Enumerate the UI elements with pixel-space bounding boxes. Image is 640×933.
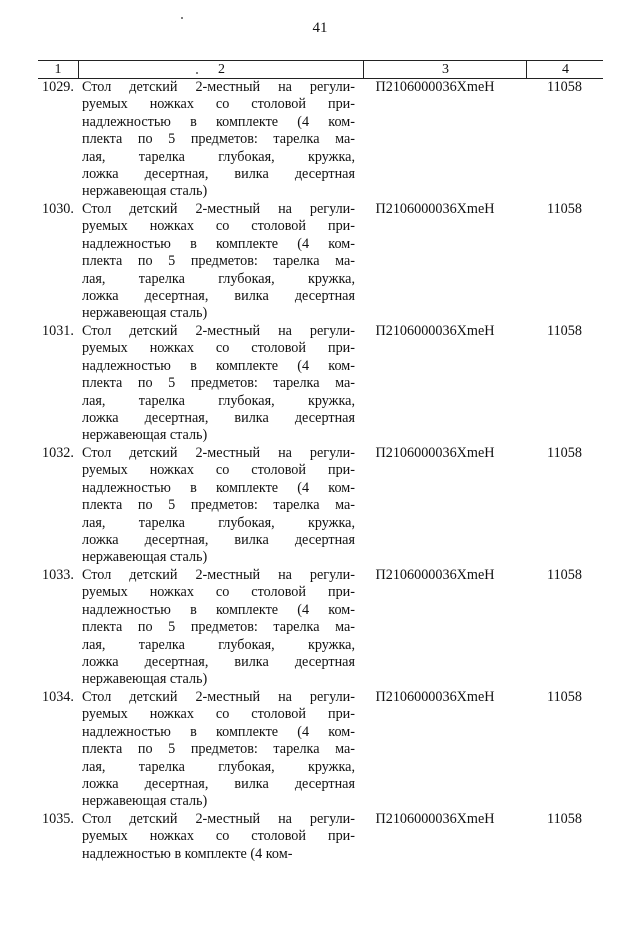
- description-line: надлежностью в комплекте (4 ком-: [82, 357, 355, 374]
- item-code: П2106000036ХmeH: [375, 323, 495, 339]
- description-line: руемых ножках со столовой при-: [82, 706, 355, 723]
- table-header-row: [38, 60, 603, 79]
- item-description: [82, 567, 355, 689]
- item-code: П2106000036ХmeH: [375, 689, 495, 705]
- item-description: [82, 689, 355, 811]
- row-number: 1034.: [42, 689, 74, 705]
- item-description: [82, 445, 355, 567]
- table-row: [38, 79, 603, 201]
- table-row: [38, 689, 603, 811]
- description-line: нержавеющая сталь): [82, 305, 208, 322]
- description-line: надлежностью в комплекте (4 ком-: [82, 845, 293, 862]
- description-line: ложка десертная, вилка десертная: [82, 532, 355, 549]
- description-line: лая, тарелка глубокая, кружка,: [82, 636, 355, 653]
- description-line: надлежностью в комплекте (4 ком-: [82, 601, 355, 618]
- column-header-4: 4: [526, 61, 604, 78]
- column-header-1: 1: [54, 62, 62, 77]
- description-line: лая, тарелка глубокая, кружка,: [82, 758, 355, 775]
- description-line: лая, тарелка глубокая, кружка,: [82, 392, 355, 409]
- item-description: [82, 79, 355, 201]
- description-line: нержавеющая сталь): [82, 183, 208, 200]
- description-line: плекта по 5 предметов: тарелка ма-: [82, 741, 355, 758]
- description-line: надлежностью в комплекте (4 ком-: [82, 235, 355, 252]
- table-row: [38, 811, 603, 933]
- item-price: 11058: [547, 445, 582, 461]
- description-line: Стол детский 2-местный на регули-: [82, 567, 355, 583]
- description-line: нержавеющая сталь): [82, 549, 208, 566]
- table-row: [38, 567, 603, 689]
- table-row: [38, 323, 603, 445]
- item-code: П2106000036ХmeH: [375, 201, 495, 217]
- row-number: 1030.: [42, 201, 74, 217]
- description-line: лая, тарелка глубокая, кружка,: [82, 270, 355, 287]
- description-line: ложка десертная, вилка десертная: [82, 166, 355, 183]
- table-row: [38, 201, 603, 323]
- table-row: [38, 445, 603, 567]
- description-line: Стол детский 2-местный на регули-: [82, 689, 355, 705]
- description-line: плекта по 5 предметов: тарелка ма-: [82, 497, 355, 514]
- description-line: ложка десертная, вилка десертная: [82, 776, 355, 793]
- description-line: Стол детский 2-местный на регули-: [82, 201, 355, 217]
- description-line: лая, тарелка глубокая, кружка,: [82, 148, 355, 165]
- description-line: руемых ножках со столовой при-: [82, 828, 355, 845]
- item-code: П2106000036ХmeH: [375, 445, 495, 461]
- row-number: 1029.: [42, 79, 74, 95]
- description-line: ложка десертная, вилка десертная: [82, 288, 355, 305]
- description-line: нержавеющая сталь): [82, 671, 208, 688]
- page-number: 41: [312, 20, 328, 36]
- description-line: надлежностью в комплекте (4 ком-: [82, 723, 355, 740]
- description-line: Стол детский 2-местный на регули-: [82, 811, 355, 827]
- item-price: 11058: [547, 201, 582, 217]
- item-code: П2106000036ХmeH: [375, 811, 495, 827]
- description-line: плекта по 5 предметов: тарелка ма-: [82, 131, 355, 148]
- row-number: 1031.: [42, 323, 74, 339]
- item-price: 11058: [547, 323, 582, 339]
- table-body: [38, 79, 603, 933]
- description-line: Стол детский 2-местный на регули-: [82, 445, 355, 461]
- description-line: руемых ножках со столовой при-: [82, 218, 355, 235]
- item-description: [82, 323, 355, 445]
- description-line: плекта по 5 предметов: тарелка ма-: [82, 253, 355, 270]
- item-description: [82, 811, 355, 863]
- row-number: 1032.: [42, 445, 74, 461]
- description-line: нержавеющая сталь): [82, 427, 208, 444]
- description-line: надлежностью в комплекте (4 ком-: [82, 479, 355, 496]
- description-line: Стол детский 2-местный на регули-: [82, 79, 355, 95]
- description-line: руемых ножках со столовой при-: [82, 584, 355, 601]
- description-line: нержавеющая сталь): [82, 793, 208, 810]
- item-price: 11058: [547, 567, 582, 583]
- item-code: П2106000036ХmeH: [375, 79, 495, 95]
- scan-speck: [181, 17, 183, 19]
- row-number: 1033.: [42, 567, 74, 583]
- column-header-2: 2: [78, 61, 364, 78]
- item-price: 11058: [547, 811, 582, 827]
- description-line: руемых ножках со столовой при-: [82, 96, 355, 113]
- column-header-3: 3: [363, 61, 527, 78]
- item-price: 11058: [547, 689, 582, 705]
- description-line: надлежностью в комплекте (4 ком-: [82, 113, 355, 130]
- item-description: [82, 201, 355, 323]
- description-line: руемых ножках со столовой при-: [82, 462, 355, 479]
- description-line: ложка десертная, вилка десертная: [82, 654, 355, 671]
- description-line: лая, тарелка глубокая, кружка,: [82, 514, 355, 531]
- description-line: плекта по 5 предметов: тарелка ма-: [82, 375, 355, 392]
- description-line: ложка десертная, вилка десертная: [82, 410, 355, 427]
- row-number: 1035.: [42, 811, 74, 827]
- description-line: плекта по 5 предметов: тарелка ма-: [82, 619, 355, 636]
- description-line: руемых ножках со столовой при-: [82, 340, 355, 357]
- description-line: Стол детский 2-местный на регули-: [82, 323, 355, 339]
- item-code: П2106000036ХmeH: [375, 567, 495, 583]
- item-price: 11058: [547, 79, 582, 95]
